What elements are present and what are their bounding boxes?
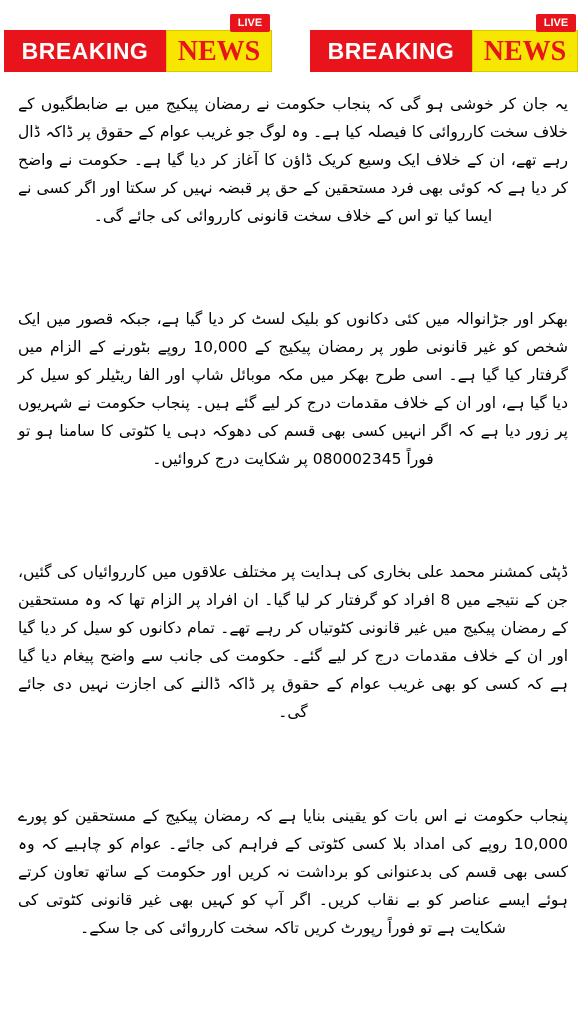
breaking-news-banner-left [4,14,274,72]
breaking-news-banner-right [310,14,580,72]
breaking-news-header [0,0,585,80]
paragraph-arrests: ڈپٹی کمشنر محمد علی بخاری کی ہدایت پر مختلف علاقوں میں کارروائیاں کی گئیں، جن کے نتیجے میں 8 افراد کو گرفتار کر لیا گیا۔ ان افراد پر الزام تھا کہ وہ مستحقین کے رمضان پیکیج میں غیر قانونی کٹوتیاں کر رہے تھے۔ تمام دکانوں کو سیل کر دیا گیا اور ان کے خلاف مقدمات درج کر لیے گئے۔ حکومت کی جانب سے واضح پیغام دیا گیا ہے کہ کسی کو بھی غریب عوام کے حقوق پر ڈاکہ ڈالنے کی اجازت نہیں دی جائے گی۔ [18,563,568,721]
breaking-label: BREAKING [310,30,472,72]
news-label: NEWS [166,30,272,72]
paragraph-blacklist: بھکر اور جڑانوالہ میں کئی دکانوں کو بلیک لسٹ کر دیا گیا ہے، جبکہ قصور میں ایک شخص کو غیر قانونی طور پر رمضان پیکیج کے 10,000 روپے بٹورنے کے الزام میں گرفتار کیا گیا ہے۔ اسی طرح بھکر میں مکہ موبائل شاپ اور الفا ریٹیلر کو سیل کر دیا گیا ہے، اور ان کے خلاف مقدمات درج کر لیے گئے ہیں۔ پنجاب حکومت نے شہریوں پر زور دیا ہے کہ اگر انہیں کسی بھی قسم کی دھوکہ دہی یا کٹوتی کا سامنا ہو تو فوراً 080002345 پر شکایت درج کروائیں۔ [18,310,568,468]
live-badge: LIVE [536,14,576,32]
paragraph-appeal: پنجاب حکومت نے اس بات کو یقینی بنایا ہے کہ رمضان پیکیج کے مستحقین کو پورے 10,000 روپے کی امداد بلا کسی کٹوتی کے فراہم کی جائے۔ عوام کو چاہیے کہ وہ کسی بھی قسم کی بدعنوانی کو برداشت نہ کریں اور حکومت کے ساتھ تعاون کرتے ہوئے ایسے عناصر کو بے نقاب کریں۔ اگر آپ کو کہیں بھی غیر قانونی کٹوتی کی شکایت ہے تو فوراً رپورٹ کریں تاکہ سخت کارروائی کی جا سکے۔ [18,807,568,937]
paragraph-intro: یہ جان کر خوشی ہو گی کہ پنجاب حکومت نے رمضان پیکیج میں بے ضابطگیوں کے خلاف سخت کارروائی کا فیصلہ کیا ہے۔ وہ لوگ جو غریب عوام کے حقوق پر ڈاکہ ڈال رہے تھے، ان کے خلاف ایک وسیع کریک ڈاؤن کا آغاز کر دیا گیا ہے۔ حکومت نے واضح کر دیا ہے کہ کوئی بھی فرد مستحقین کے حق پر قبضہ نہیں کر سکتا اور اگر کسی نے ایسا کیا تو اس کے خلاف سخت قانونی کارروائی کی جائے گی۔ [18,95,568,225]
live-badge: LIVE [230,14,270,32]
news-label: NEWS [472,30,578,72]
breaking-label: BREAKING [4,30,166,72]
